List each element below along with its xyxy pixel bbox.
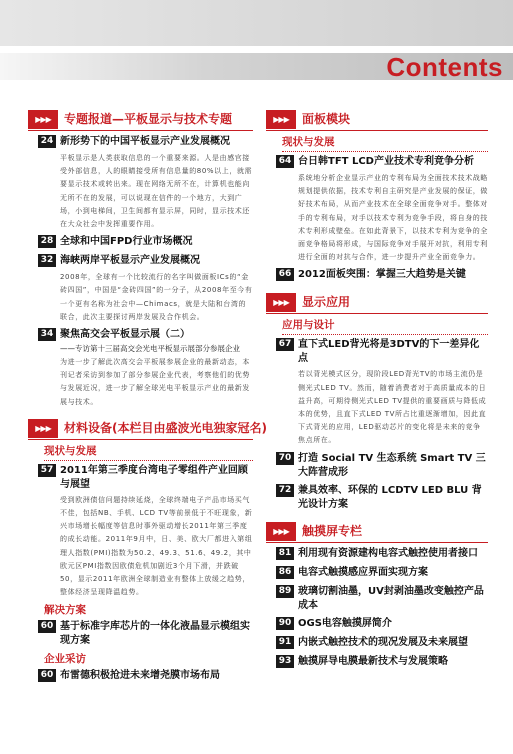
page-number: 32 [38, 254, 56, 267]
page-number: 34 [38, 328, 56, 341]
item-title: 内嵌式触控技术的现况发展及未来展望 [298, 636, 468, 648]
top-band [0, 0, 513, 46]
page-number: 60 [38, 669, 56, 682]
section-header [28, 110, 253, 131]
toc-item[interactable] [266, 155, 488, 264]
right-column [266, 110, 488, 674]
item-title: 电容式触摸感应界面实现方案 [298, 566, 428, 578]
toc-item[interactable] [266, 484, 488, 512]
section-title: 面板模块 [302, 112, 351, 126]
toc-item[interactable] [266, 338, 488, 447]
page-number: 89 [276, 585, 294, 598]
item-title: 全球和中国FPD行业市场概况 [60, 236, 193, 248]
section-title: 触摸屏专栏 [302, 523, 363, 538]
item-title: OGS电容触摸屏简介 [298, 617, 392, 629]
item-title: 海峡两岸平板显示产业发展概况 [60, 255, 200, 267]
item-title: 利用现有资源建构电容式触控使用者接口 [298, 547, 478, 559]
item-title: 玻璃切割油墨，UV封剥油墨改变触控产品成本 [298, 585, 484, 611]
item-title: 直下式LED背光将是3DTV的下一差异化点 [298, 339, 480, 365]
arrows-icon: ▶▶▶ [266, 522, 296, 541]
subsection-label: 解决方案 [44, 604, 86, 617]
subsection-label: 企业采访 [44, 653, 86, 666]
toc-item[interactable] [266, 585, 488, 613]
toc-item[interactable] [28, 620, 253, 648]
section-title: 专题报道—平板显示与技术专题 [64, 112, 233, 126]
item-description: 系统地分析企业显示产业的专利布局为全面技术技术战略规划提供依据，技术专利自主研究是产业发展的保证，做好技术布局，从而产业技术在全球全面竞争对手。整体对手的专利布局，对手以技术专利为竞争手段，将自身的技术专利形成壁垒。在如此背景下，以技术专利为竞争的全面竞争格局将形成，与国际竞争对手展开对抗，利用专利进行全面的对抗与合作，进一步提升产业全面竞争力。 [298, 174, 488, 262]
item-title: 打造 Social TV 生态系统 Smart TV 三大阵营成形 [298, 452, 486, 478]
section-header [266, 110, 488, 131]
page-number: 64 [276, 155, 294, 168]
page-number: 91 [276, 636, 294, 649]
section-title: 材料设备(本栏目由盛波光电独家冠名) [64, 420, 267, 435]
toc-item[interactable] [266, 547, 488, 562]
item-title: 布雷德积极抢进未来增尧膜市场布局 [60, 670, 220, 682]
section-header [28, 419, 267, 440]
toc-item[interactable] [266, 566, 488, 581]
item-title: 兼具效率、环保的 LCDTV LED BLU 背光设计方案 [298, 484, 482, 510]
item-description: 平板显示是人类获取信息的一个重要来源。人是由感官接受外部信息，人的眼睛接受所有信息量的80%以上，就需要显示技术或转出来。现在网络无所不在，计算机也能向无所不在的发展，可以说现在信件的一个地方，大到广场，小到电梯间，卫生间都有显示屏，同时，显示技术还在大众社会中发挥重要作用。 [60, 154, 253, 229]
page-number: 28 [38, 235, 56, 248]
page-number: 67 [276, 338, 294, 351]
section-title: 显示应用 [302, 295, 351, 310]
arrows-icon: ▶▶▶ [266, 110, 296, 129]
arrows-icon: ▶▶▶ [266, 293, 296, 312]
item-description: 受到欧洲债信问题持续延烧，全球终端电子产品市场买气不佳，包括NB、手机、LCD TV等前景低于不旺现象，新兴市场增长幅度等信息时事外驱动增长2011年第三季度的成长动能。2011年9月中，日、美、欧大厂都进入第组理人指数(PMI)指数为50.2、49.3、51.6、49.2，其中欧元区PMI指数因欧债危机加剧近3个月下滑，并跌破50，显示2011年欧洲全球制造业有整体上放缓之趋势，整体经济呈现降温趋势。 [60, 495, 253, 597]
item-description: 为进一步了解此次高交会平板展参展企业的最新动态，本刊记者采访到参加了部分参展企业代表，考察他们的优势与发展近况，进一步了解全球光电平板显示产业的最新发展与技术。 [60, 358, 250, 406]
arrows-icon: ▶▶▶ [28, 419, 58, 438]
toc-item[interactable] [266, 636, 488, 651]
item-title: 触摸屏导电膜最新技术与发展策略 [298, 655, 448, 667]
page-number: 60 [38, 620, 56, 633]
page-number: 90 [276, 617, 294, 630]
toc-item[interactable] [28, 135, 253, 231]
subsection-label: 现状与发展 [44, 444, 253, 461]
section-header [266, 522, 488, 543]
toc-item[interactable] [28, 464, 253, 600]
item-title: 2012面板突围：掌握三大趋势是关键 [298, 269, 466, 281]
item-title: 台日韩TFT LCD产业技术专利竞争分析 [298, 156, 474, 167]
item-description: 若以背光模式区分，现阶段LED背光TV的市场主流仍是侧光式LED TV。然而，随着消费者对于高质量成本的日益升高，可期待侧光式LED TV提供的重要画质与降低成本的优势，且直下式LED TV所占比重逐渐增加，因此直下式背光的应用，LED驱动芯片的变化将是未来的竞争焦点所在。 [298, 370, 487, 445]
item-title: 2011年第三季度台湾电子零组件产业回顾与展望 [60, 464, 248, 490]
left-column [28, 110, 267, 688]
page-number: 24 [38, 135, 56, 148]
subsection-label: 应用与设计 [282, 318, 488, 335]
arrows-icon: ▶▶▶ [28, 110, 58, 129]
toc-item[interactable] [266, 655, 488, 670]
page-number: 72 [276, 484, 294, 497]
page-number: 70 [276, 452, 294, 465]
page-number: 86 [276, 566, 294, 579]
toc-item[interactable] [28, 235, 253, 250]
toc-item[interactable] [28, 328, 253, 409]
page-number: 81 [276, 547, 294, 560]
item-title: 新形势下的中国平板显示产业发展概况 [60, 136, 230, 147]
section-header [266, 293, 488, 314]
page-number: 57 [38, 464, 56, 477]
item-subtitle: ——专访第十三届高交会光电平板显示展部分参展企业 [60, 344, 240, 354]
toc-item[interactable] [266, 617, 488, 632]
item-description: 2008年，全球有一个比较流行的名字叫做面板ICs的“金砖四国”，中国是“金砖四国”的一分子，从2008年至今有一个更有名称为社会中—Chimacs，就是大陆和台湾的联合，此次主要探讨两岸发展及合作机会。 [60, 273, 253, 321]
page-number: 93 [276, 655, 294, 668]
toc-item[interactable] [266, 452, 488, 480]
page-title: Contents [386, 52, 503, 82]
item-title: 基于标准字库芯片的一体化液晶显示模组实现方案 [60, 621, 250, 647]
subsection-label: 现状与发展 [282, 135, 488, 152]
item-title: 聚焦高交会平板显示展（二） [60, 329, 190, 341]
toc-item[interactable] [28, 669, 253, 684]
page-number: 66 [276, 268, 294, 281]
toc-item[interactable] [266, 268, 488, 283]
toc-item[interactable] [28, 254, 253, 324]
